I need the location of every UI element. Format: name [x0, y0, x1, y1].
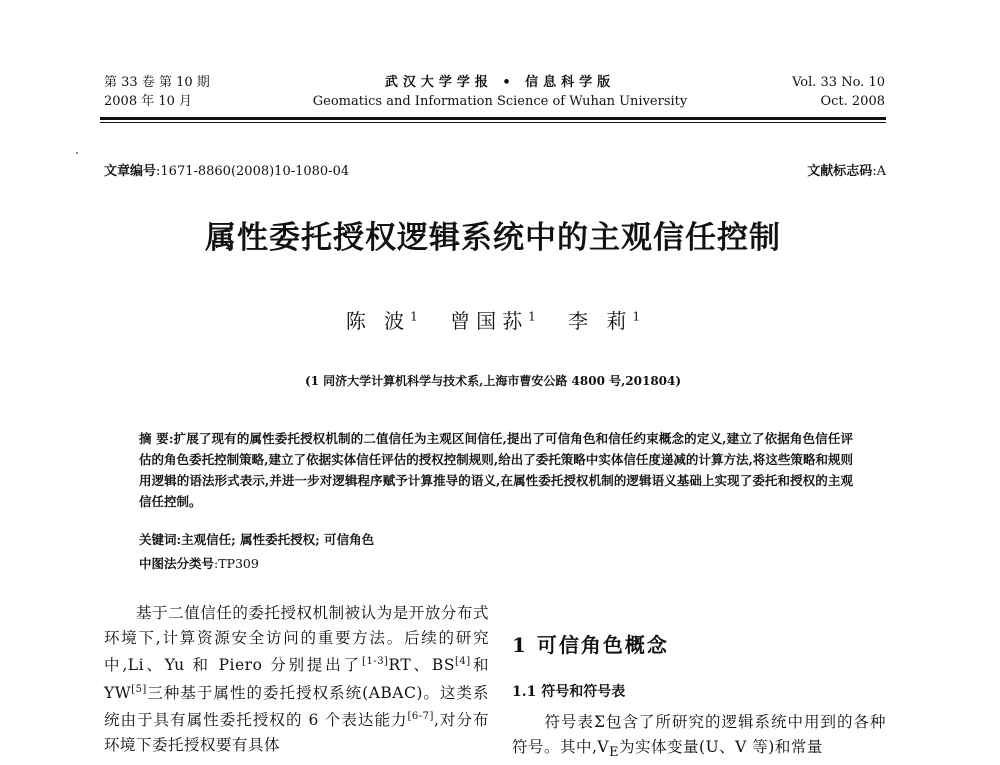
publication-date-en: Oct. 2008: [820, 94, 885, 109]
citation: [1-3]: [362, 656, 389, 667]
body-text: 三种基于属性的委托授权系统(ABAC)。这类系统由于具有属性委托授权的 6 个表达能力: [104, 683, 489, 730]
article-number-label: 文章编号: [104, 164, 157, 179]
keywords-label: 关键词: [139, 532, 177, 547]
author-1: [346, 309, 418, 333]
classification-value: :TP309: [214, 556, 259, 571]
header-rule-thick: [100, 117, 886, 120]
author-name: 陈 波: [345, 309, 411, 333]
citation: [6-7]: [407, 711, 434, 723]
subscript: E: [609, 744, 620, 760]
author-affiliation-mark: 1: [528, 309, 536, 324]
author-name: 曾国荪: [450, 309, 529, 333]
classification-number: [139, 554, 853, 572]
abstract-label: 摘 要: [139, 431, 169, 446]
author-affiliation-mark: 1: [410, 309, 418, 324]
article-number: [104, 160, 349, 179]
body-text: RT、BS: [388, 656, 455, 675]
keywords: [139, 530, 853, 548]
body-text: ,对分布环境下委托授权要有具体: [104, 711, 489, 754]
author-affiliation-mark: 1: [632, 309, 641, 324]
body-text: 符号表Σ包含了所研究的逻辑系统中用到的各种符号。其中,V: [512, 713, 886, 756]
classification-label: 中图法分类号: [139, 556, 215, 571]
journal-name-en: Geomatics and Information Science of Wuhan University: [312, 94, 688, 109]
body-column-left: [104, 601, 489, 757]
body-text: 和 YW: [104, 656, 489, 702]
keywords-text: :主观信任; 属性委托授权; 可信角色: [176, 532, 375, 547]
paper-title: 属性委托授权逻辑系统中的主观信任控制: [205, 220, 781, 256]
author-3: [568, 309, 640, 333]
body-text: 为实体变量(U、V 等)和常量: [619, 737, 823, 756]
section-heading: 1 可信角色概念: [512, 633, 669, 657]
volume-number-en: Vol. 33 No. 10: [792, 75, 885, 90]
subsection-heading: 1.1 符号和符号表: [512, 684, 626, 700]
header-rule-thin: [100, 122, 886, 123]
document-code: [807, 160, 886, 179]
journal-volume-en: [700, 73, 885, 111]
author-list: [100, 305, 886, 334]
author-name: 李 莉: [568, 309, 633, 333]
abstract: [139, 428, 853, 512]
abstract-text: :扩展了现有的属性委托授权机制的二值信任为主观区间信任,提出了可信角色和信任约束概念的定义,建立了依据角色信任评估的角色委托控制策略,建立了依据实体信任评估的授权控制规则,给出了委托策略中实体信任度递减的计算方法,将这些策略和规则用逻辑的语法形式表示,并进一步对逻辑程序赋予计算推导的语义,在属性委托授权机制的逻辑语义基础上实现了委托和授权的主观信任控制。: [139, 431, 853, 509]
journal-name-cn: 武汉大学学报 • 信息科学版: [384, 75, 616, 90]
citation: [5]: [131, 683, 147, 695]
citation: [4]: [454, 656, 471, 667]
document-code-value: :A: [872, 164, 886, 179]
document-code-label: 文献标志码: [807, 164, 873, 179]
publication-date-cn: 2008 年 10 月: [104, 94, 193, 109]
affiliation: (1 同济大学计算机科学与技术系,上海市曹安公路 4800 号,201804): [304, 374, 682, 388]
body-text: 基于二值信任的委托授权机制被认为是开放分布式环境下,计算资源安全访问的重要方法。后续的研究中,Li、Yu 和 Piero 分别提出了: [104, 604, 489, 675]
journal-name: [300, 73, 700, 111]
author-2: [450, 309, 536, 333]
article-number-value: :1671-8860(2008)10-1080-04: [156, 164, 350, 179]
scan-speck: [76, 152, 78, 154]
volume-issue: 第 33 卷 第 10 期: [104, 75, 210, 90]
body-column-right: [512, 710, 886, 765]
